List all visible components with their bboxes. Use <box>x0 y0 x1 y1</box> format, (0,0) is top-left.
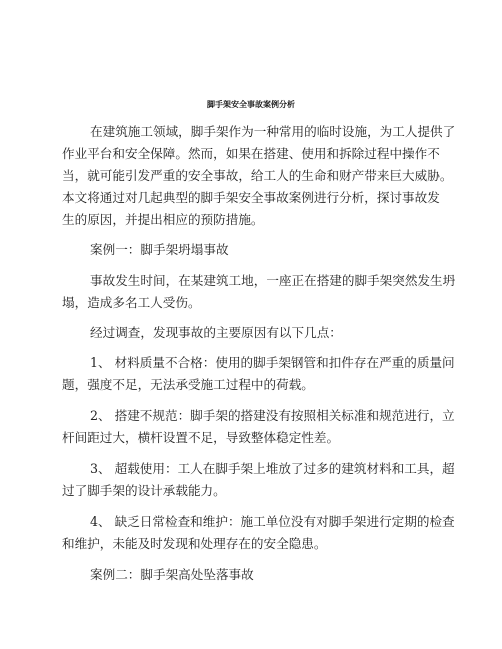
case1-heading: 案例一：脚手架坍塌事故 <box>90 242 229 257</box>
intro-line-1: 在建筑施工领域，脚手架作为一种常用的临时设施，为工人提供了 <box>90 124 456 139</box>
intro-line-5: 生的原因，并提出相应的预防措施。 <box>62 212 264 227</box>
cause-3-line-2: 过了脚手架的设计承载能力。 <box>62 483 226 498</box>
cause-3-line-1: 3、 超载使用：工人在脚手架上堆放了过多的建筑材料和工具，超 <box>90 461 455 476</box>
case2-heading: 案例二：脚手架高处坠落事故 <box>90 567 254 582</box>
intro-line-4: 本文将通过对几起典型的脚手架安全事故案例进行分析，探讨事故发 <box>62 190 440 205</box>
investigation-line: 经过调查，发现事故的主要原因有以下几点： <box>90 325 342 340</box>
cause-4-line-2: 和维护，未能及时发现和处理存在的安全隐患。 <box>62 536 327 551</box>
intro-line-3: 当，就可能引发严重的安全事故，给工人的生命和财产带来巨大威胁。 <box>62 168 453 183</box>
cause-2-line-2: 杆间距过大，横杆设置不足，导致整体稳定性差。 <box>62 430 340 445</box>
case1-desc-line-2: 塌，造成多名工人受伤。 <box>62 295 201 310</box>
intro-line-2: 作业平台和安全保障。然而，如果在搭建、使用和拆除过程中操作不 <box>62 146 440 161</box>
cause-4-line-1: 4、 缺乏日常检查和维护：施工单位没有对脚手架进行定期的检查 <box>90 514 455 529</box>
cause-1-line-1: 1、 材料质量不合格：使用的脚手架钢管和扣件存在严重的质量问 <box>90 355 455 370</box>
cause-1-line-2: 题，强度不足，无法承受施工过程中的荷载。 <box>62 377 314 392</box>
case1-desc-line-1: 事故发生时间，在某建筑工地，一座正在搭建的脚手架突然发生坍 <box>90 273 456 288</box>
document-title: 脚手架安全事故案例分析 <box>207 99 295 109</box>
cause-2-line-1: 2、 搭建不规范：脚手架的搭建没有按照相关标准和规范进行，立 <box>90 408 455 423</box>
